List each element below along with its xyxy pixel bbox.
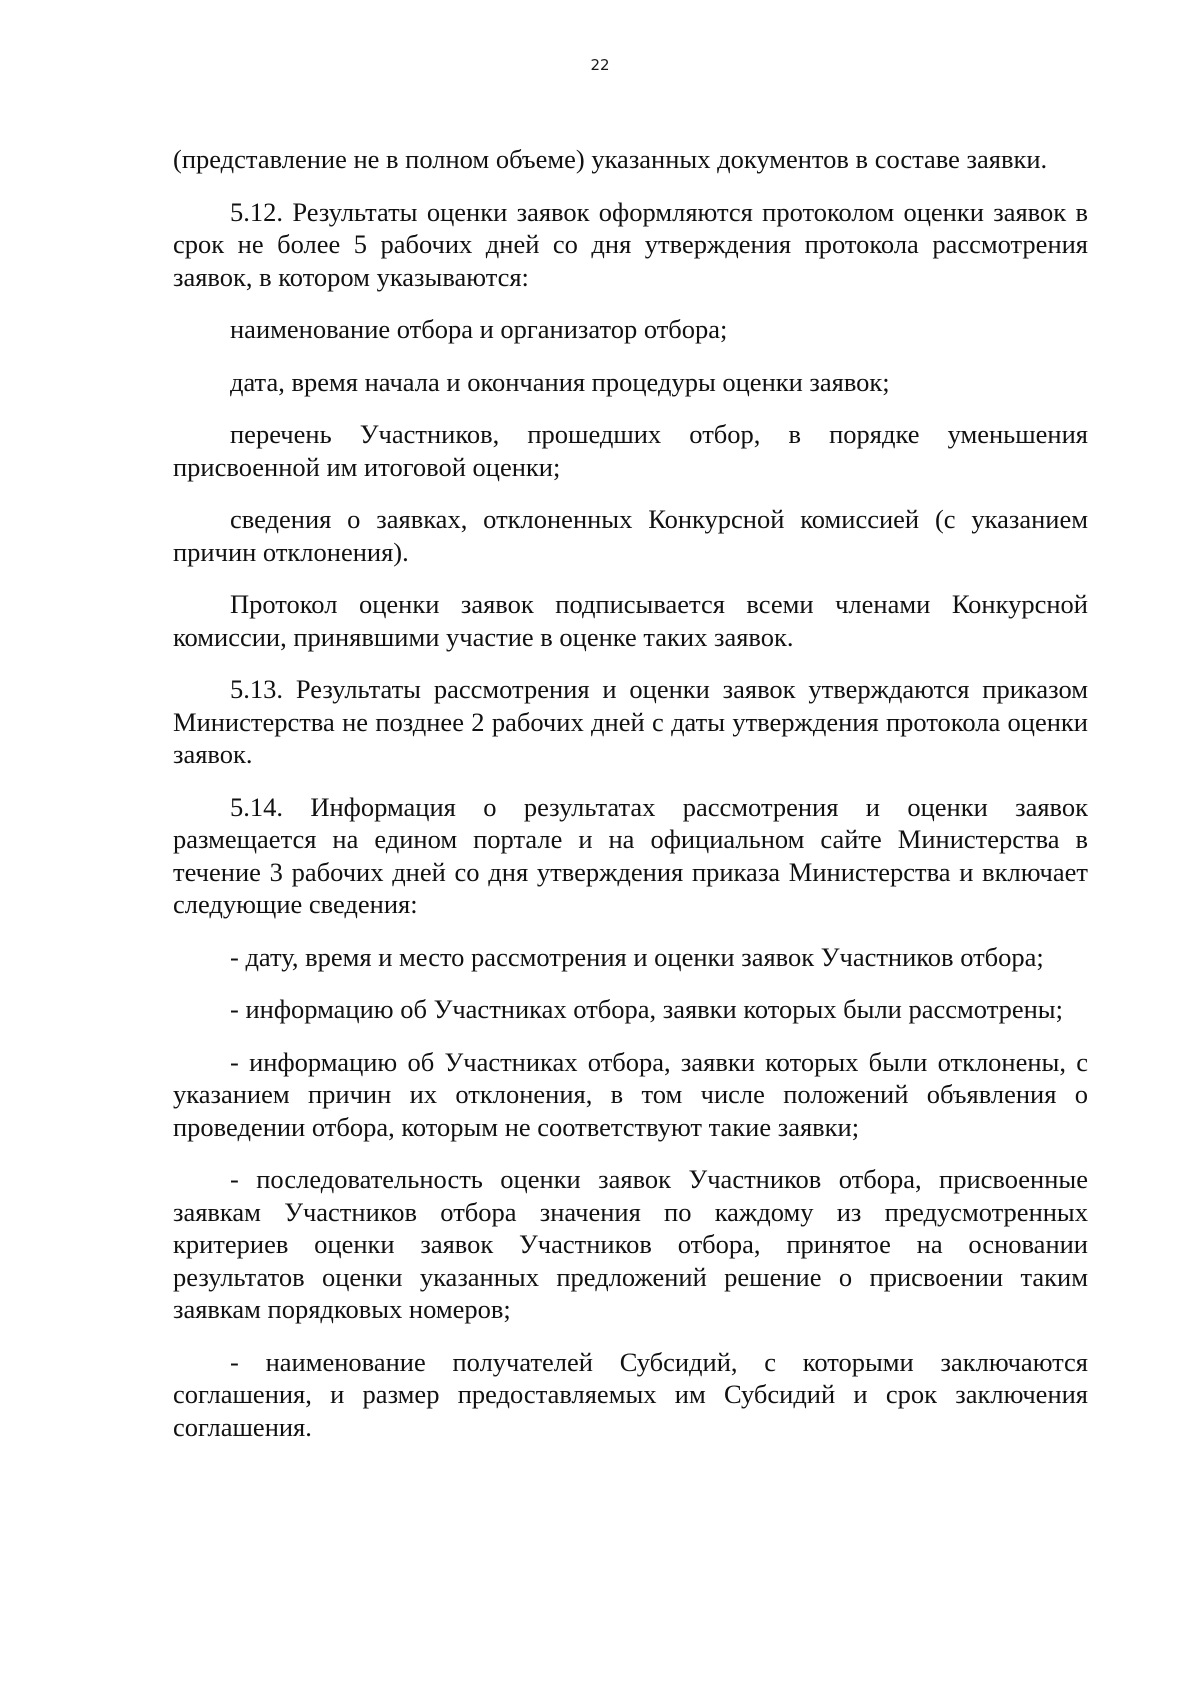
paragraph-5-14: 5.14. Информация о результатах рассмотрения и оценки заявок размещается на едином портале и на официальном сайте Министерства в течение 3 рабочих дней со дня утверждения приказа Министерства и включает следующие сведения: <box>173 791 1088 919</box>
list-item-date-place: - дату, время и место рассмотрения и оценки заявок Участников отбора; <box>230 941 1044 972</box>
paragraph-protocol-signing: Протокол оценки заявок подписывается всеми членами Конкурсной комиссии, принявшими участие в оценке таких заявок. <box>173 589 1088 652</box>
paragraph-continuation: (представление не в полном объеме) указанных документов в составе заявки. <box>173 144 1048 174</box>
list-item-rejected-applications: сведения о заявках, отклоненных Конкурсной комиссией (с указанием причин отклонения). <box>173 504 1088 567</box>
list-item-reviewed-participants: - информацию об Участниках отбора, заявки которых были рассмотрены; <box>230 994 1063 1024</box>
list-item-selection-name: наименование отбора и организатор отбора; <box>230 314 728 344</box>
page-number: 22 <box>590 56 610 74</box>
paragraph-5-12: 5.12. Результаты оценки заявок оформляются протоколом оценки заявок в срок не более 5 рабочих дней со дня утверждения протокола рассмотрения заявок, в котором указываются: <box>173 196 1088 292</box>
list-item-rejected-participants: - информацию об Участниках отбора, заявки которых были отклонены, с указанием причин их отклонения, в том числе положений объявления о проведении отбора, которым не соответствуют такие заявки; <box>173 1046 1088 1142</box>
list-item-evaluation-dates: дата, время начала и окончания процедуры оценки заявок; <box>230 366 890 397</box>
list-item-evaluation-sequence: - последовательность оценки заявок Участников отбора, присвоенные заявкам Участников отбора значения по каждому из предусмотренных критериев оценки заявок Участников отбора, принятое на основании результатов оценки указанных предложений решение о присвоении таким заявкам порядковых номеров; <box>173 1164 1088 1324</box>
list-item-participants-list: перечень Участников, прошедших отбор, в порядке уменьшения присвоенной им итоговой оценки; <box>173 419 1088 482</box>
paragraph-5-13: 5.13. Результаты рассмотрения и оценки заявок утверждаются приказом Министерства не позднее 2 рабочих дней с даты утверждения протокола оценки заявок. <box>173 674 1088 769</box>
list-item-subsidy-recipients: - наименование получателей Субсидий, с которыми заключаются соглашения, и размер предоставляемых им Субсидий и срок заключения соглашения. <box>173 1346 1088 1442</box>
document-body <box>173 143 1088 1463</box>
